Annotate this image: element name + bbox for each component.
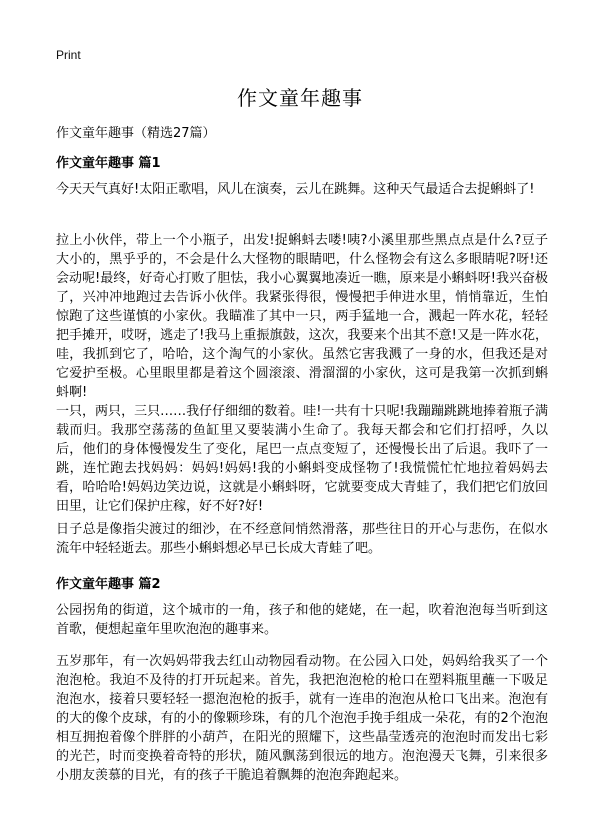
page-title: 作文童年趣事 [237, 86, 363, 110]
section-heading-1: 作文童年趣事 篇1 [56, 156, 161, 171]
paragraph: 公园拐角的街道，这个城市的一角，孩子和他的姥姥，在一起，吹着泡泡每当听到这首歌，便想起童年里吹泡泡的趣事来。 [56, 603, 548, 637]
paragraph: 一只，两只，三只……我仔仔细细的数着。哇!一共有十只呢!我蹦蹦跳跳地捧着瓶子满载而归。我那空荡荡的鱼缸里又要装满小生命了。我每天都会和它们打招呼，久以后，他们的身体慢慢发生了变化，尾巴一点点变短了，还慢慢长出了后退。我吓了一跳，连忙跑去找妈妈：妈妈!妈妈!我的小蝌蚪变成怪物了!我慌慌忙忙地拉着妈妈去看，哈哈哈!妈妈边笑边说，这就是小蝌蚪呀，它就要变成大青蛙了，我们把它们放回田里，让它们保护庄稼，好不好?好! [56, 404, 548, 514]
document-subtitle: 作文童年趣事（精选27篇） [56, 126, 216, 141]
print-label[interactable]: Print [56, 48, 81, 62]
paragraph: 拉上小伙伴，带上一个小瓶子，出发!捉蝌蚪去喽!咦?小溪里那些黑点点是什么?豆子大小的，黑乎乎的，不会是什么大怪物的眼睛吧，什么怪物会有这么多眼睛呢?呀!还会动呢!最终，好奇心打败了胆怯，我小心翼翼地凑近一瞧，原来是小蝌蚪呀!我兴奋极了，兴冲冲地跑过去告诉小伙伴。我紧张得很，慢慢把手伸进水里，悄悄靠近，生怕惊跑了这些谨慎的小家伙。我瞄准了其中一只，两手猛地一合，溅起一阵水花，轻轻把手摊开，哎呀，逃走了!我马上重振旗鼓，这次，我要来个出其不意!又是一阵水花，哇，我抓到它了，哈哈，这个淘气的小家伙。虽然它害我溅了一身的水，但我还是对它爱护至极。心里眼里都是着这个圆滚滚、滑溜溜的小家伙，这可是我第一次抓到蝌蚪啊! [56, 233, 548, 400]
paragraph: 五岁那年，有一次妈妈带我去红山动物园看动物。在公园入口处，妈妈给我买了一个泡泡枪。我迫不及待的打开玩起来。首先，我把泡泡枪的枪口在塑料瓶里蘸一下吸足泡泡水，接着只要轻轻一摁泡泡枪的扳手，就有一连串的泡泡从枪口飞出来。泡泡有的大的像个皮球，有的小的像颗珍珠，有的几个泡泡手挽手组成一朵花，有的2个泡泡相互拥抱着像个胖胖的小葫芦，在阳光的照耀下，这些晶莹透亮的泡泡时而发出七彩的光芒，时而变换着奇特的形状，随风飘荡到很远的地方。泡泡漫天飞舞，引来很多小朋友羡慕的目光，有的孩子干脆追着飘舞的泡泡奔跑起来。 [56, 654, 548, 783]
paragraph: 今天天气真好!太阳正歌唱，风儿在演奏，云儿在跳舞。这种天气最适合去捉蝌蚪了! [56, 182, 535, 197]
section-heading-2: 作文童年趣事 篇2 [56, 577, 161, 592]
paragraph: 日子总是像指尖渡过的细沙，在不经意间悄然滑落，那些往日的开心与悲伤，在似水流年中轻轻逝去。那些小蝌蚪想必早已长成大青蛙了吧。 [56, 522, 548, 556]
